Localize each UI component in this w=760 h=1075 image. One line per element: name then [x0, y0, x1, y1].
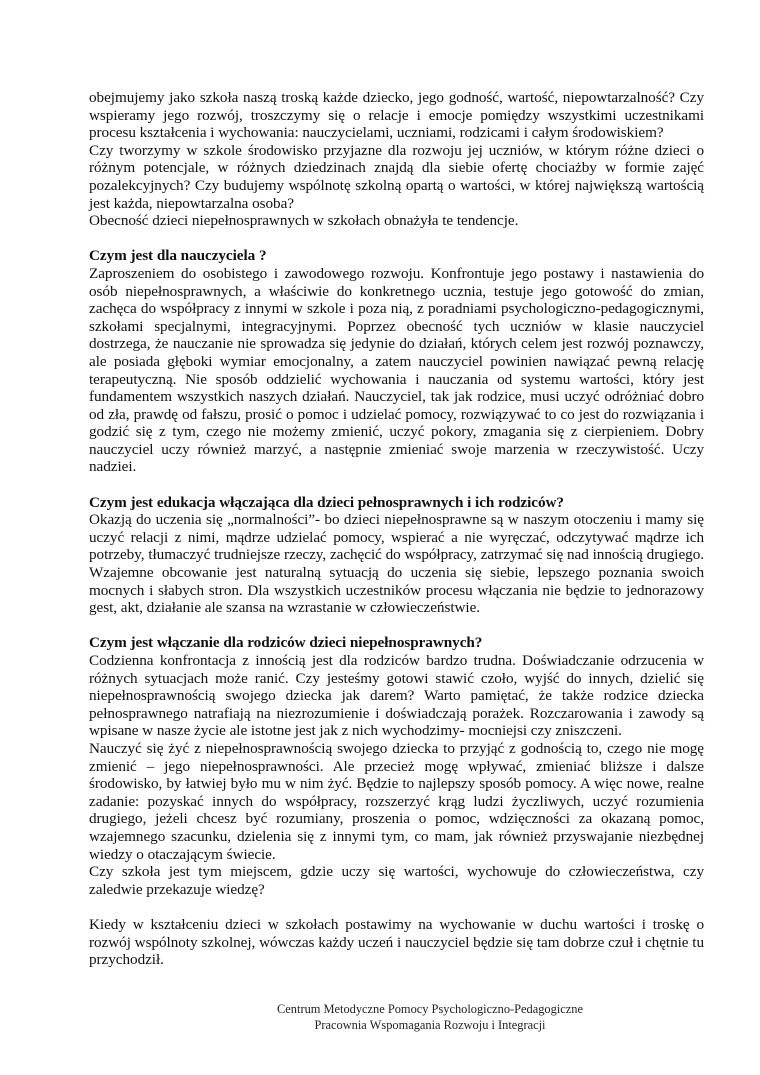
intro-paragraph-1: obejmujemy jako szkoła naszą troską każde dziecko, jego godność, wartość, niepowtarzalność? Czy wspieramy jego rozwój, troszczymy się o relacje i emocje pomiędzy wszystkimi uczestnikami procesu kształcenia i wychowania: nauczycielami, uczniami, rodzicami i całym środowiskiem? [89, 89, 704, 142]
section-inclusive-education-heading: Czym jest edukacja włączająca dla dzieci pełnosprawnych i ich rodziców? [89, 493, 564, 511]
footer-line-unit: Pracownia Wspomagania Rozwoju i Integracji [314, 1017, 546, 1032]
spacer [89, 230, 704, 248]
section-inclusive-education-body: Okazją do uczenia się „normalności”- bo dzieci niepełnosprawne są w naszym otoczeniu i mamy się uczyć relacji z nimi, mądrze udzielać pomocy, wspierać a nie wyręczać, odczytywać mądrze ich potrzeby, tłumaczyć trudniejsze rzeczy, zachęcić do współpracy, zatrzymać się nad innością drugiego. Wzajemne obcowanie jest naturalną sytuacją do uczenia się siebie, lepszego poznania swoich mocnych i słabych stron. Dla wszystkich uczestników procesu włączania nie będzie to jednorazowy gest, akt, działanie ale szansa na wzrastanie w człowieczeństwie. [89, 511, 704, 617]
spacer [89, 617, 704, 635]
intro-paragraph-2: Czy tworzymy w szkole środowisko przyjazne dla rozwoju jej uczniów, w którym różne dzieci o różnym potencjale, w różnych dziedzinach znajdą dla siebie ofertę chociażby w formie zajęć pozalekcyjnych? Czy budujemy wspólnotę szkolną opartą o wartości, w której największą wartością jest każda, niepowtarzalna osoba? [89, 141, 704, 212]
page-footer [240, 1002, 620, 1034]
section-parents-paragraph-1: Codzienna konfrontacja z innością jest dla rodziców bardzo trudna. Doświadczanie odrzucenia w różnych sytuacjach może ranić. Czy jesteśmy gotowi stawić czoło, wyjść do innych, dzielić się niepełnosprawnością swojego dziecka jak darem? Warto pamiętać, że także rodzice dziecka pełnosprawnego natrafiają na niezrozumienie i doświadczają porażek. Rozczarowania i zawody są wpisane w nasze życie ale istotne jest jak z nich wychodzimy- mocniejsi czy zniszczeni. [89, 652, 704, 740]
conclusion-paragraph: Kiedy w kształceniu dzieci w szkołach postawimy na wychowanie w duchu wartości i troskę o rozwój wspólnoty szkolnej, wówczas każdy uczeń i nauczyciel będzie się tam dobrze czuł i chętnie tu przychodził. [89, 915, 704, 969]
section-parents-heading: Czym jest włączanie dla rodziców dzieci niepełnosprawnych? [89, 634, 483, 652]
spacer [89, 898, 704, 916]
section-parents-paragraph-2: Nauczyć się żyć z niepełnosprawnością swojego dziecka to przyjąć z godnością to, czego nie mogę zmienić – jego niepełnosprawności. Ale przecież mogę wpływać, zmieniać bliższe i dalsze środowisko, by łatwiej było mu w nim żyć. Będzie to najlepszy sposób pomocy. A więc nowe, realne zadanie: pozyskać innych do współpracy, rozszerzyć krąg ludzi życzliwych, uczyć rozumienia drugiego, jeżeli chcesz być rozumiany, proszenia o pomoc, wdzięczności za okazaną pomoc, wzajemnego szacunku, dzielenia się z innymi tym, co mam, jak również przyswajanie niezbędnej wiedzy o otaczającym świecie. [89, 739, 704, 863]
footer-line-institution: Centrum Metodyczne Pomocy Psychologiczno-Pedagogiczne [277, 1002, 583, 1016]
section-teacher-heading: Czym jest dla nauczyciela ? [89, 247, 267, 265]
intro-paragraph-3: Obecność dzieci niepełnosprawnych w szkołach obnażyła te tendencje. [89, 212, 519, 230]
spacer [89, 476, 704, 494]
section-parents-paragraph-3: Czy szkoła jest tym miejscem, gdzie uczy się wartości, wychowuje do człowieczeństwa, czy zaledwie przekazuje wiedzę? [89, 863, 704, 898]
document-body [89, 89, 704, 969]
section-teacher-body: Zaproszeniem do osobistego i zawodowego rozwoju. Konfrontuje jego postawy i nastawienia do osób niepełnosprawnych, a właściwie do konkretnego ucznia, testuje jego gotowość do zmian, zachęca do współpracy z innymi w szkole i poza nią, z poradniami psychologiczno-pedagogicznymi, szkołami specjalnymi, integracyjnymi. Poprzez obecność tych uczniów w klasie nauczyciel dostrzega, że nauczanie nie sprowadza się jedynie do działań, których celem jest rozwój poznawczy, ale posiada głęboki wymiar emocjonalny, a zatem nauczyciel powinien nawiązać pewną relację terapeutyczną. Nie sposób oddzielić wychowania i nauczania od systemu wartości, który jest fundamentem wszystkich naszych działań. Nauczyciel, tak jak rodzice, musi uczyć odróżniać dobro od zła, prawdę od fałszu, prosić o pomoc i udzielać pomocy, rozwiązywać to co jest do rozwiązania i godzić się z tym, czego nie możemy zmienić, uczyć pokory, zmagania się z cierpieniem. Dobry nauczyciel uczy również marzyć, a następnie zmieniać swoje marzenia w rzeczywistość. Uczy nadziei. [89, 264, 704, 476]
